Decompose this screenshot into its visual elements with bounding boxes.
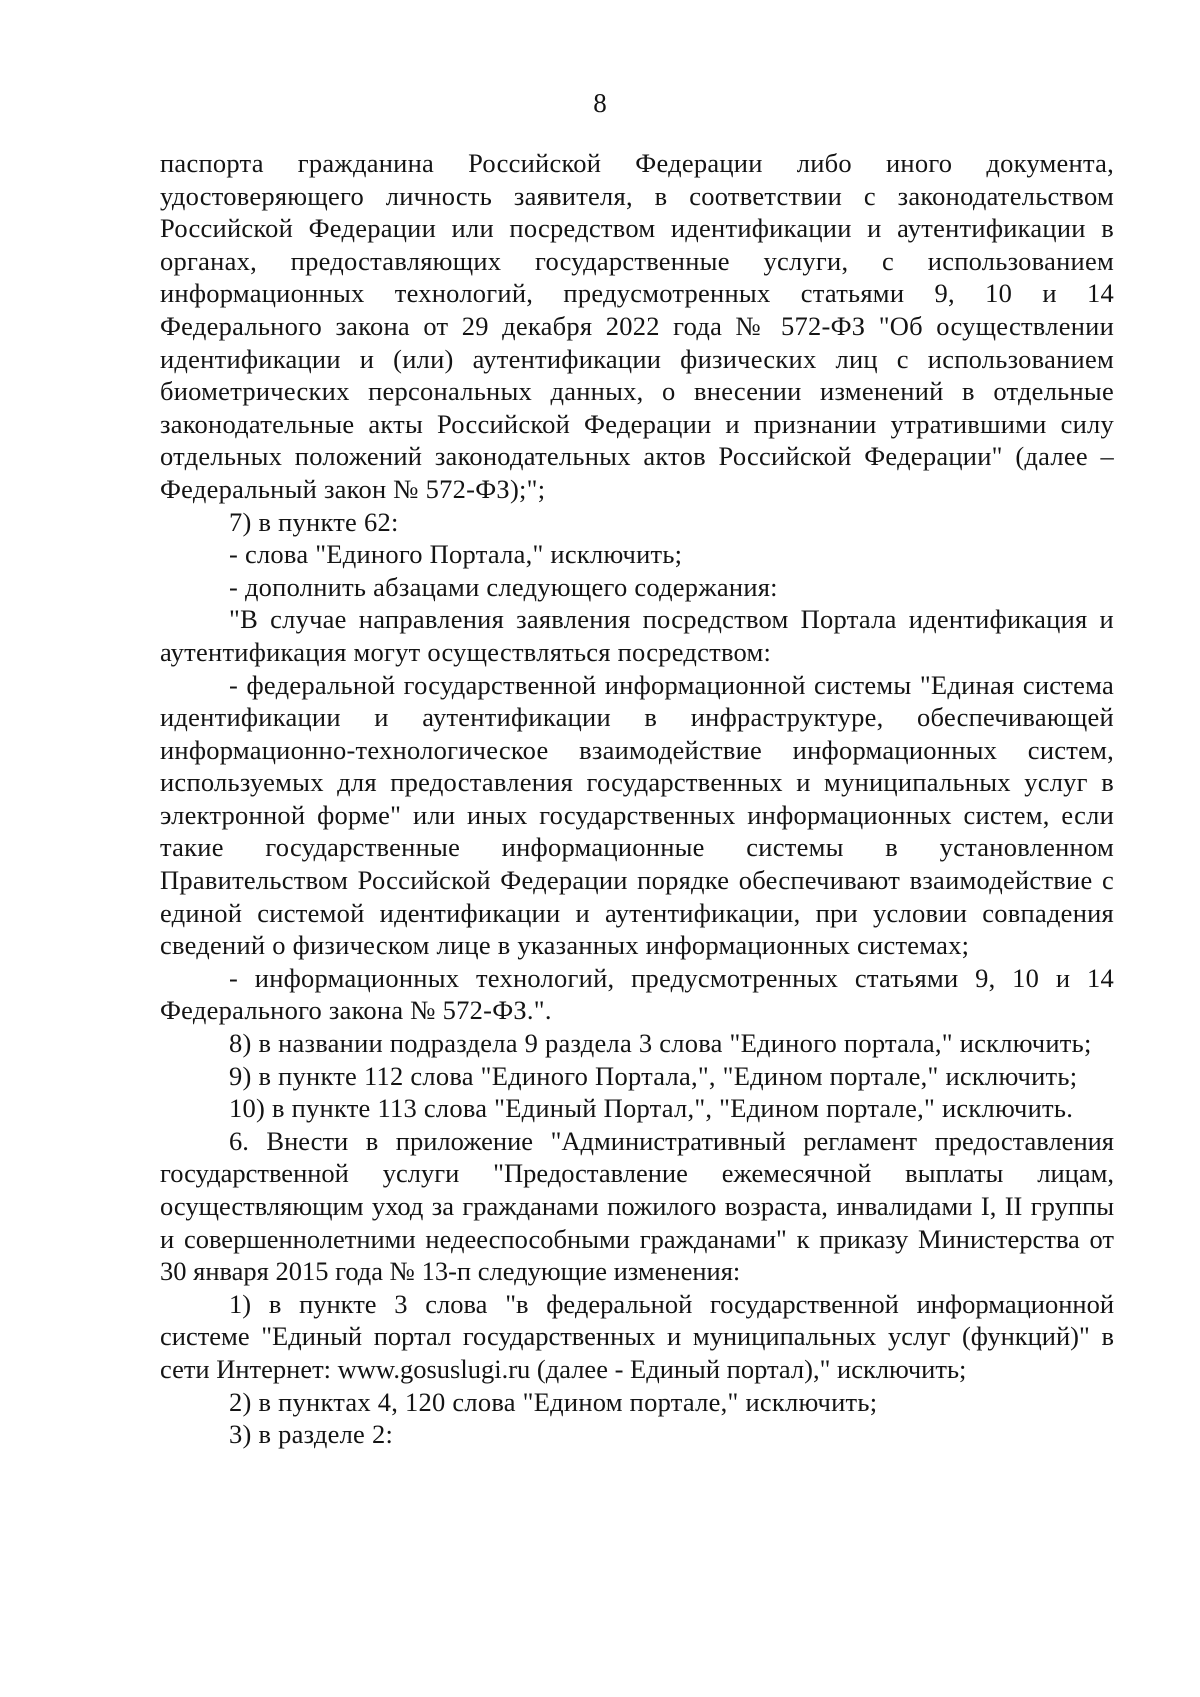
paragraph-continuation: паспорта гражданина Российской Федерации либо иного документа, удостоверяющего личность заявителя, в соответствии с законодательством Российской Федерации или посредством идентификации и аутентификации в органах, предоставляющих государственные услуги, с использованием информационных технологий, предусмотренных статьями 9, 10 и 14 Федерального закона от 29 декабря 2022 года № 572-ФЗ "Об осуществлении идентификации и (или) аутентификации физических лиц с использованием биометрических персональных данных, о внесении изменений в отдельные законодательные акты Российской Федерации и признании утратившими силу отдельных положений законодательных актов Российской Федерации" (далее – Федеральный закон № 572-ФЗ);"; xyxy=(160,148,1114,504)
document-body xyxy=(160,147,1114,1451)
paragraph-item-7-dash-1: - слова "Единого Портала," исключить; xyxy=(229,539,683,570)
paragraph-point-6-item-2: 2) в пунктах 4, 120 слова "Едином портале," исключить; xyxy=(229,1386,878,1417)
paragraph-info-tech: - информационных технологий, предусмотренных статьями 9, 10 и 14 Федерального закона № 572-ФЗ.". xyxy=(160,962,1114,1026)
paragraph-point-6-item-1: 1) в пункте 3 слова "в федеральной государственной информационной системе "Единый портал государственных и муниципальных услуг (функций)" в сети Интернет: www.gosuslugi.ru (далее - Единый портал)," исключить; xyxy=(160,1288,1114,1384)
paragraph-quote-intro: "В случае направления заявления посредством Портала идентификация и аутентификация могут осуществляться посредством: xyxy=(160,604,1114,667)
paragraph-item-8: 8) в названии подраздела 9 раздела 3 слова "Единого портала," исключить; xyxy=(229,1028,1092,1059)
paragraph-item-7-dash-2: - дополнить абзацами следующего содержания: xyxy=(229,571,778,602)
paragraph-point-6: 6. Внести в приложение "Административный регламент предоставления государственной услуги "Предоставление ежемесячной выплаты лицам, осуществляющим уход за гражданами пожилого возраста, инвалидами I, II группы и совершеннолетними недееспособными гражданами" к приказу Министерства от 30 января 2015 года № 13-п следующие изменения: xyxy=(160,1125,1114,1287)
paragraph-item-10: 10) в пункте 113 слова "Единый Портал,", "Едином портале," исключить. xyxy=(229,1093,1074,1124)
paragraph-esia: - федеральной государственной информационной системы "Единая система идентификации и аутентификации в инфраструктуре, обеспечивающей информационно-технологическое взаимодействие информационных систем, используемых для предоставления государственных и муниципальных услуг в электронной форме" или иных государственных информационных систем, если такие государственные информационные системы в установленном Правительством Российской Федерации порядке обеспечивают взаимодействие с единой системой идентификации и аутентификации, при условии совпадения сведений о физическом лице в указанных информационных системах; xyxy=(160,669,1114,961)
page-number: 8 xyxy=(593,88,607,118)
paragraph-item-7: 7) в пункте 62: xyxy=(229,506,399,537)
paragraph-item-9: 9) в пункте 112 слова "Единого Портала,", "Едином портале," исключить; xyxy=(229,1060,1078,1091)
paragraph-point-6-item-3: 3) в разделе 2: xyxy=(229,1419,394,1450)
